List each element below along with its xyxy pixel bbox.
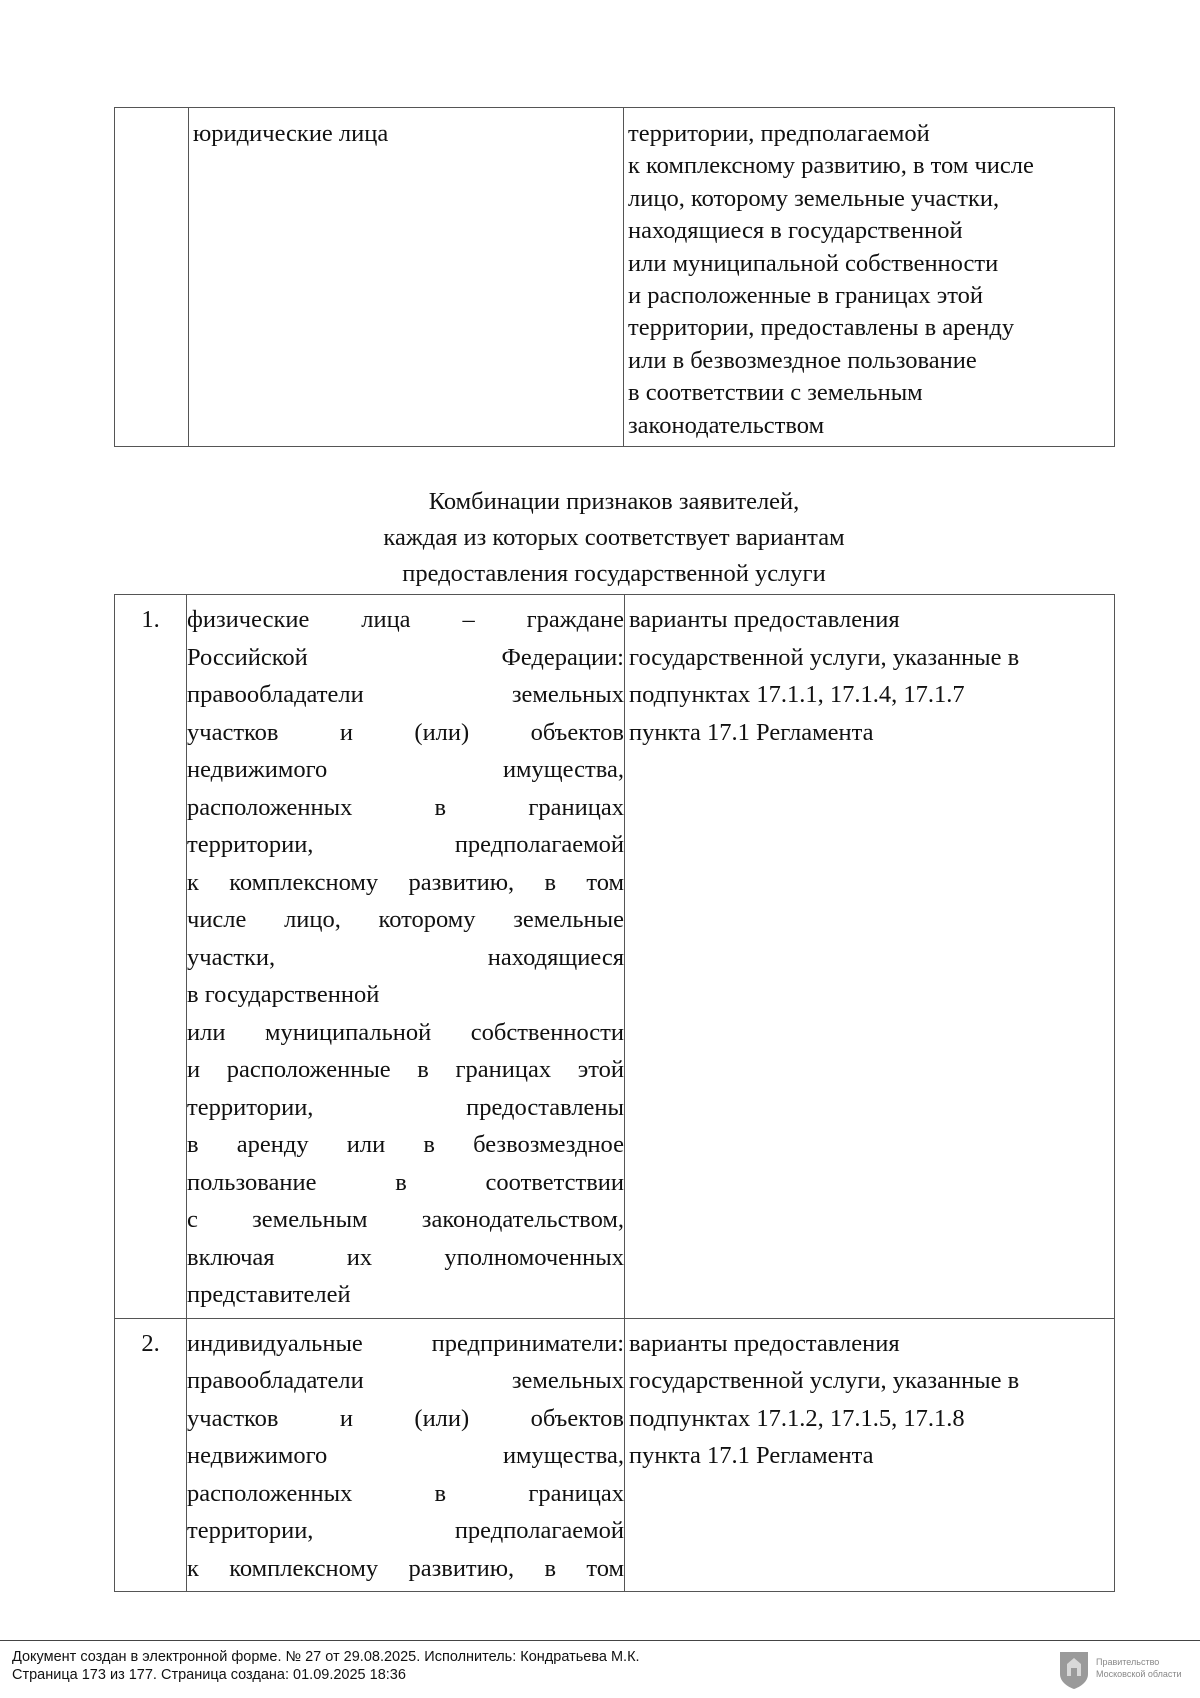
footer-page-line: Страница 173 из 177. Страница создана: 01.09.2025 18:36 [12,1667,406,1683]
variants-line: пункта 17.1 Регламента [629,1442,874,1469]
applicant-description-cell [624,108,1115,447]
description-line: физические лица – граждане [187,606,624,633]
description-line: территории, предполагаемой [187,831,624,858]
section-heading [114,484,1114,592]
row-number: 2. [141,1329,160,1357]
description-line: территории, предполагаемой [628,120,930,147]
description-line: или в безвозмездное пользование [628,346,977,374]
variants-line: государственной услуги, указанные в [629,643,1020,671]
description-line: к комплексному развитию, в том [187,868,624,896]
description-line: участков и (или) объектов [187,1404,624,1432]
description-line: находящиеся в государственной [628,217,963,245]
row-number-cell [115,595,187,1319]
description-line: индивидуальные предприниматели: [187,1329,624,1357]
description-line: или муниципальной собственности [187,1018,624,1046]
description-line: и расположенные в границах этой [628,282,984,310]
heading-line: каждая из которых соответствует вариантам [383,524,845,551]
description-line: правообладатели земельных [187,681,624,708]
description-line: расположенных в границах [187,793,624,821]
description-line: в аренду или в безвозмездное [187,1131,624,1158]
variants-line: подпунктах 17.1.2, 17.1.5, 17.1.8 [629,1404,965,1432]
heading-line: Комбинации признаков заявителей, [428,488,800,515]
description-line: с земельным законодательством, [187,1206,624,1233]
applicant-description-cell [187,595,625,1319]
description-line: представителей [187,1281,351,1308]
description-line: в государственной [187,981,380,1008]
variants-line: варианты предоставления [629,1329,900,1357]
applicant-category-cell [189,108,624,447]
description-line: законодательством [628,411,825,439]
row-number: 1. [141,606,160,633]
description-line: недвижимого имущества, [187,1442,624,1469]
variants-line: варианты предоставления [629,606,900,633]
description-line: территории, предполагаемой [187,1517,624,1544]
variants-line: государственной услуги, указанные в [629,1367,1020,1394]
applicant-description-cell [187,1318,625,1592]
government-logo [1058,1650,1188,1690]
variants-line: подпунктах 17.1.1, 17.1.4, 17.1.7 [629,681,965,708]
description-line: и расположенные в границах этой [187,1056,624,1083]
row-number-cell [115,1318,187,1592]
description-line: включая их уполномоченных [187,1243,624,1271]
row-number-cell [115,108,189,447]
variants-line: пункта 17.1 Регламента [629,718,874,746]
service-variants-cell [625,1318,1115,1592]
description-line: расположенных в границах [187,1479,624,1507]
description-line: территории, предоставлены [187,1093,624,1121]
applicant-category-text: юридические лица [193,120,389,147]
applicants-table-continuation [114,107,1115,447]
description-line: участков и (или) объектов [187,718,624,746]
table-row [115,108,1115,447]
description-line: к комплексному развитию, в том числе [628,152,1034,180]
coat-of-arms-icon [1058,1650,1090,1690]
description-line: участки, находящиеся [187,943,624,971]
description-line: числе лицо, которому земельные [187,906,624,933]
footer-document-line: Документ создан в электронной форме. № 27 от 29.08.2025. Исполнитель: Кондратьева М.К. [12,1649,640,1665]
combinations-table [114,594,1115,1592]
description-line: недвижимого имущества, [187,756,624,783]
logo-caption: Правительство Московской области [1096,1657,1182,1679]
table-row [115,595,1115,1319]
description-line: пользование в соответствии [187,1168,624,1196]
description-line: в соответствии с земельным [628,379,923,407]
description-line: лицо, которому земельные участки, [628,184,1000,212]
table-row [115,1318,1115,1592]
description-line: Российской Федерации: [187,643,624,671]
footer-divider [0,1640,1200,1641]
service-variants-cell [625,595,1115,1319]
description-line: территории, предоставлены в аренду [628,314,1015,342]
heading-line: предоставления государственной услуги [402,560,826,587]
description-line: к комплексному развитию, в том [187,1554,624,1582]
description-line: правообладатели земельных [187,1367,624,1394]
description-line: или муниципальной собственности [628,249,999,277]
footer-info [12,1648,640,1684]
